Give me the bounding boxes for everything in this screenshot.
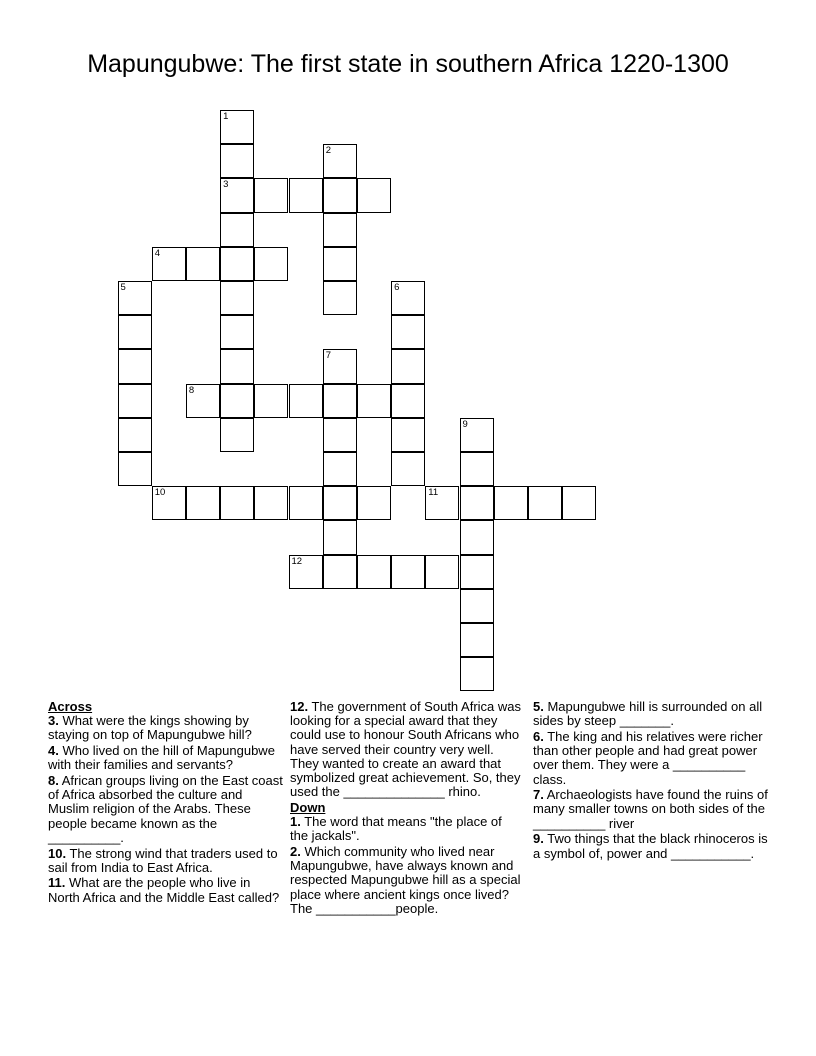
clue-text: Mapungubwe hill is surrounded on all sides by steep _______. [533,699,763,729]
page-title: Mapungubwe: The first state in southern Africa 1220-1300 [87,50,729,78]
clue-number: 3. [48,713,59,729]
grid-cell[interactable] [118,384,152,418]
grid-cell[interactable] [220,486,254,520]
clue-text: The strong wind that traders used to sail from India to East Africa. [48,845,278,875]
grid-cell[interactable] [323,144,357,178]
grid-cell[interactable] [289,178,323,212]
across-clue-4 [48,744,284,772]
grid-cell[interactable] [391,384,425,418]
grid-cell[interactable] [323,384,357,418]
grid-cell[interactable] [323,247,357,281]
grid-cell[interactable] [254,178,288,212]
clue-number: 12. [290,699,309,714]
clue-text: The king and his relatives were richer than other people and had great power over them. They were a __________ class. [533,728,763,787]
grid-cell[interactable] [357,178,391,212]
grid-cell[interactable] [357,384,391,418]
grid-cell[interactable] [220,110,254,144]
clue-number-label: 11 [428,487,439,499]
grid-cell[interactable] [220,418,254,452]
grid-cell[interactable] [562,486,596,520]
clue-text: What were the kings showing by staying on top of Mapungubwe hill? [48,713,252,743]
grid-cell[interactable] [391,315,425,349]
grid-cell[interactable] [460,418,494,452]
grid-cell[interactable] [323,178,357,212]
grid-cell[interactable] [460,555,494,589]
grid-cell[interactable] [323,452,357,486]
across-clue-12 [290,700,522,799]
grid-cell[interactable] [220,315,254,349]
grid-cell[interactable] [323,555,357,589]
clue-number: 5. [533,699,544,714]
grid-cell[interactable] [186,486,220,520]
grid-cell[interactable] [391,349,425,383]
grid-cell[interactable] [254,247,288,281]
across-clue-10 [48,847,284,875]
grid-cell[interactable] [460,452,494,486]
grid-cell[interactable] [391,418,425,452]
grid-cell[interactable] [220,213,254,247]
grid-cell[interactable] [220,384,254,418]
grid-cell[interactable] [118,281,152,315]
across-heading: Across [48,699,93,714]
grid-cell[interactable] [118,349,152,383]
grid-cell[interactable] [186,247,220,281]
grid-cell[interactable] [494,486,528,520]
clues-column-1 [48,700,284,906]
grid-cell[interactable] [323,213,357,247]
down-clue-2 [290,845,522,916]
grid-cell[interactable] [289,555,323,589]
clue-text: Two things that the black rhinoceros is a symbol of, power and ___________. [533,831,768,861]
grid-cell[interactable] [118,418,152,452]
grid-cell[interactable] [323,418,357,452]
grid-cell[interactable] [220,247,254,281]
clue-text: The government of South Africa was looking for a special award that they could use to honour South Africans who have served their country very well. They wanted to create an award that symbolized great achievement. So, they used the ______________ rhino. [290,699,522,800]
grid-cell[interactable] [357,555,391,589]
grid-cell[interactable] [289,384,323,418]
clue-text: The word that means "the place of the jackals". [290,814,502,844]
grid-cell[interactable] [460,589,494,623]
grid-cell[interactable] [220,144,254,178]
clue-number-label: 10 [154,487,166,499]
clues-column-2 [290,700,522,918]
grid-cell[interactable] [460,520,494,554]
down-clue-9 [533,832,769,860]
clue-text: Archaeologists have found the ruins of many smaller towns on both sides of the __________ river [533,787,768,831]
across-clue-3 [48,714,284,742]
clue-number-label: 2 [325,145,331,157]
clue-number-label: 3 [223,179,229,191]
grid-cell[interactable] [152,247,186,281]
grid-cell[interactable] [460,486,494,520]
clue-number-label: 1 [223,111,229,122]
down-heading: Down [290,799,326,815]
grid-cell[interactable] [391,452,425,486]
clue-text: What are the people who live in North Africa and the Middle East called? [48,875,280,905]
clue-number-label: 4 [154,247,160,259]
clue-number-label: 12 [291,555,303,567]
grid-cell[interactable] [323,520,357,554]
clue-number-label: 7 [325,350,331,362]
clue-number: 7. [533,787,544,803]
clue-text: Who lived on the hill of Mapungubwe with their families and servants? [48,743,275,773]
grid-cell[interactable] [254,486,288,520]
clue-number-label: 6 [394,282,400,293]
grid-cell[interactable] [357,486,391,520]
grid-cell[interactable] [289,486,323,520]
clue-number: 1. [290,814,301,830]
grid-cell[interactable] [460,657,494,691]
clue-number: 10. [48,845,67,861]
grid-cell[interactable] [220,349,254,383]
down-clue-1 [290,815,522,843]
clue-number: 6. [533,728,544,744]
grid-cell[interactable] [118,315,152,349]
clue-number: 9. [533,831,544,847]
grid-cell[interactable] [323,486,357,520]
clue-number: 2. [290,844,301,860]
grid-cell[interactable] [220,281,254,315]
clue-number-label: 5 [120,282,126,293]
grid-cell[interactable] [425,486,459,520]
clue-number-label: 8 [188,384,195,396]
grid-cell[interactable] [118,452,152,486]
grid-cell[interactable] [425,555,459,589]
clues-column-3 [533,700,769,862]
clue-text: African groups living on the East coast of Africa absorbed the culture and Muslim religion of the Arabs. These people became known as the __________. [48,773,283,845]
grid-cell[interactable] [391,555,425,589]
clue-text: Which community who lived near Mapungubwe, have always known and respected Mapungubwe hill as a special place where ancient kings once lived? The ___________people. [290,844,521,916]
grid-cell[interactable] [152,486,186,520]
grid-cell[interactable] [323,281,357,315]
down-clue-5 [533,700,769,728]
grid-cell[interactable] [254,384,288,418]
down-clue-7 [533,788,769,831]
clue-number: 11. [48,875,66,891]
grid-cell[interactable] [220,178,254,212]
grid-cell[interactable] [528,486,562,520]
grid-cell[interactable] [391,281,425,315]
clue-number: 4. [48,743,59,759]
grid-cell[interactable] [460,623,494,657]
across-clue-11 [48,876,284,904]
clue-number-label: 9 [462,418,468,430]
clue-number: 8. [48,773,59,789]
across-clue-8 [48,774,284,845]
grid-cell[interactable] [186,384,220,418]
down-clue-6 [533,730,769,787]
grid-cell[interactable] [323,349,357,383]
